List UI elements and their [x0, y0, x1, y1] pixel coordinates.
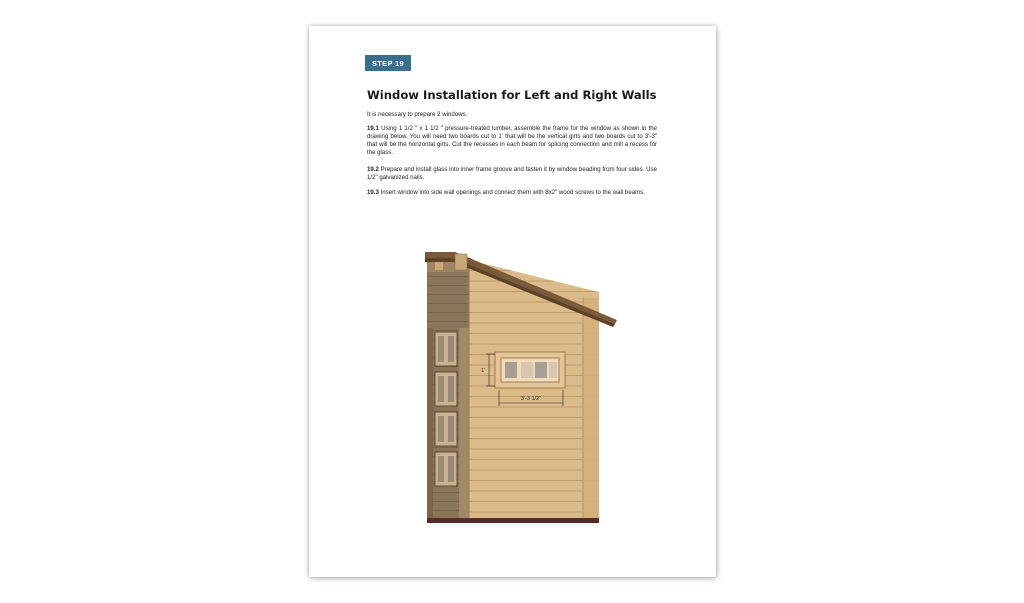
- step-number: 19.3: [367, 189, 379, 196]
- page-title: Window Installation for Left and Right Walls: [367, 88, 657, 102]
- step-19-3-paragraph: [367, 189, 657, 197]
- step-text: Prepare and install glass into inner frame groove and fasten it by window beading from four sides. Use 1/2" galvanized nails.: [367, 166, 657, 181]
- shed-window-drawing: [425, 250, 621, 524]
- step-number: 19.2: [367, 166, 379, 173]
- height-dimension-label: 1': [481, 368, 485, 374]
- side-window: [495, 352, 565, 388]
- step-19-2-paragraph: [367, 166, 657, 182]
- step-text: Using 1 1/2 " x 1 1/2 " pressure-treated lumber, assemble the frame for the window as shown in the drawing below. You will need two boards cut to 1' that will be the vertical girts and two boards cut to 3'-3" that will be the horizontal girts. Cut the recesses in each beam for splicing connection and mill a recess for the glass.: [367, 125, 657, 156]
- step-number: 19.1: [367, 125, 379, 132]
- base-strip: [427, 518, 599, 523]
- document-page: [309, 26, 716, 577]
- step-19-1-paragraph: [367, 125, 657, 157]
- step-text: Insert window into side wall openings and connect them with 8x2" wood screws to the wall beams.: [380, 189, 645, 196]
- step-badge: STEP 19: [365, 55, 411, 71]
- width-dimension-label: 3'-3 1/2": [520, 396, 542, 402]
- intro-text: It is necessary to prepare 2 windows.: [367, 111, 468, 118]
